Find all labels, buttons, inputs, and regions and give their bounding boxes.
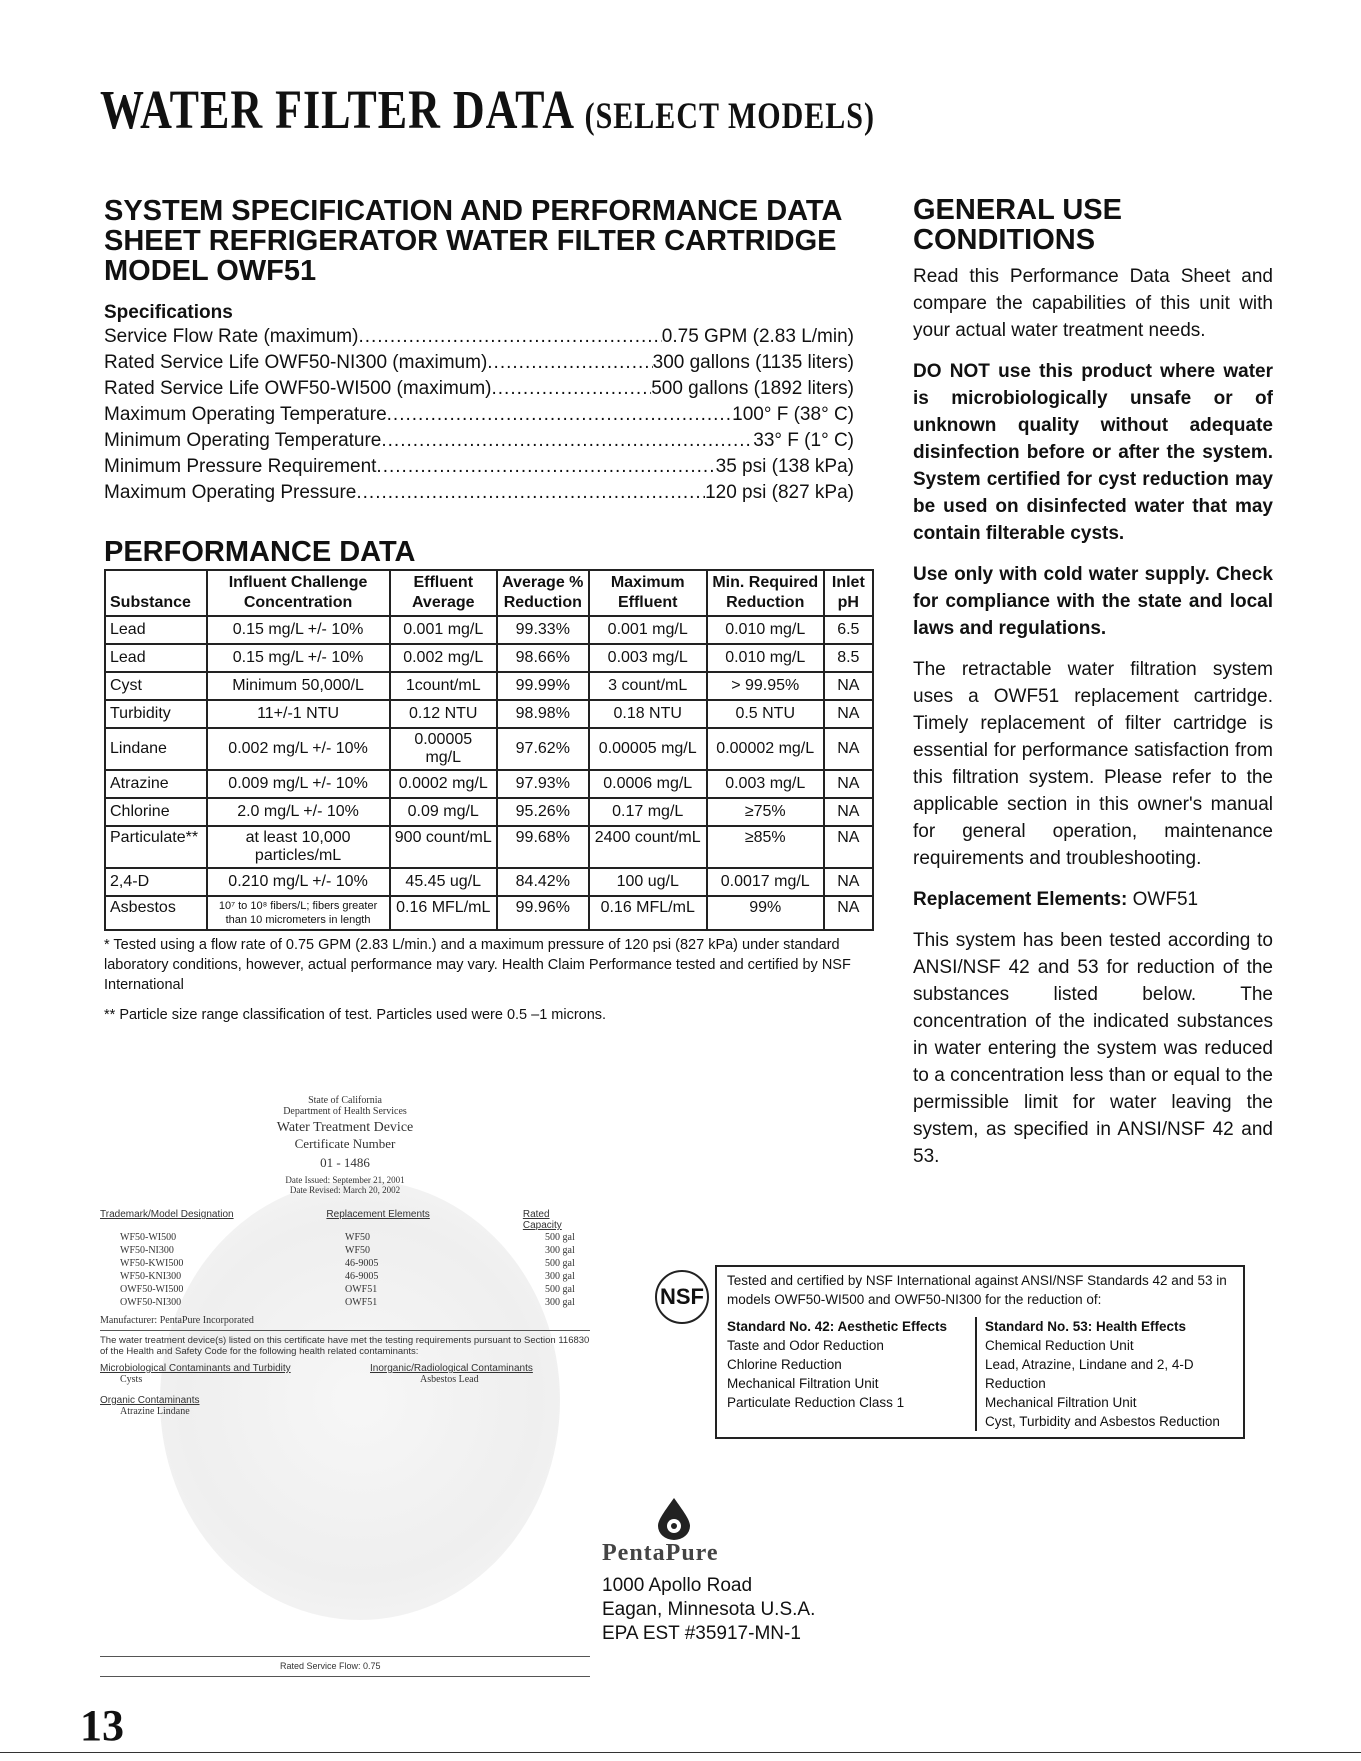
specifications-title: Specifications [104, 302, 233, 323]
cell: 3 count/mL [589, 672, 707, 700]
cell: 100 ug/L [589, 868, 707, 896]
cert-state: State of California [308, 1095, 382, 1106]
cell: 0.0017 mg/L [707, 868, 824, 896]
spec-value: 120 psi (827 kPa) [705, 482, 854, 503]
cert-cell: OWF50-NI300 [120, 1297, 182, 1308]
cell: 2400 count/mL [589, 826, 707, 868]
cert-row [100, 1244, 590, 1257]
cert-col-header: Replacement Elements [326, 1209, 430, 1220]
nsf-standard-53 [975, 1317, 1233, 1431]
cert-contaminant-items [100, 1374, 590, 1385]
cert-cell: OWF50-WI500 [120, 1284, 184, 1295]
spec-label: Service Flow Rate (maximum) [104, 326, 359, 347]
cell: 0.210 mg/L +/- 10% [207, 868, 390, 896]
cert-col-headers [100, 1209, 590, 1231]
table-row [105, 798, 873, 826]
spec-label: Minimum Operating Temperature [104, 430, 382, 451]
footnote-1: * Tested using a flow rate of 0.75 GPM (2.83 L/min.) and a maximum pressure of 120 psi (827 kPa) under standard laboratory conditions, however, actual performance may vary. Health Claim Performance tested and certified by NSF International [104, 937, 851, 993]
cell: 99.99% [497, 672, 589, 700]
cell: NA [824, 700, 873, 728]
cert-cell: OWF51 [345, 1297, 378, 1308]
cell: 8.5 [824, 644, 873, 672]
spec-value: 100° F (38° C) [732, 404, 854, 425]
cell: NA [824, 770, 873, 798]
cell: Cyst [105, 672, 207, 700]
cert-cell: OWF51 [345, 1284, 378, 1295]
cell: 0.09 mg/L [390, 798, 497, 826]
cell: 0.00002 mg/L [707, 728, 824, 770]
list-item: Chemical Reduction Unit [985, 1338, 1134, 1353]
leader-dots [358, 324, 661, 350]
cell: 0.003 mg/L [707, 770, 824, 798]
cert-date-revised: Date Revised: March 20, 2002 [289, 1185, 401, 1195]
spec-heading [104, 196, 874, 286]
col-header: Influent Challenge Concentration [207, 570, 390, 616]
cell: 0.15 mg/L +/- 10% [207, 644, 390, 672]
spec-list [104, 324, 854, 506]
cell: 0.0002 mg/L [390, 770, 497, 798]
table-row [105, 896, 873, 930]
cell: Minimum 50,000/L [207, 672, 390, 700]
list-item: Mechanical Filtration Unit [985, 1395, 1137, 1410]
cell: 97.62% [497, 728, 589, 770]
nsf-logo-text: NSF [660, 1284, 704, 1309]
col-header: Inlet pH [824, 570, 873, 616]
cert-row [100, 1283, 590, 1296]
cert-cell: 500 gal [545, 1258, 575, 1269]
cert-micro-title: Microbiological Contaminants and Turbidity [100, 1363, 291, 1374]
cert-number: 01 - 1486 [320, 1155, 370, 1170]
cert-cell: 46-9005 [345, 1258, 379, 1269]
cert-model-list [100, 1231, 590, 1309]
cell: 0.17 mg/L [589, 798, 707, 826]
cell: 1count/mL [390, 672, 497, 700]
cell: NA [824, 672, 873, 700]
nsf-certification-box [715, 1265, 1245, 1439]
performance-title: PERFORMANCE DATA [104, 536, 416, 568]
nsf-standard-42 [727, 1317, 975, 1431]
cert-cell: WF50-WI500 [120, 1232, 177, 1243]
cell: Turbidity [105, 700, 207, 728]
cell: 0.00005 mg/L [589, 728, 707, 770]
spec-value: 300 gallons (1135 liters) [652, 352, 854, 373]
spec-heading-line-3: MODEL OWF51 [104, 255, 317, 287]
cell: 6.5 [824, 616, 873, 644]
cell: 0.16 MFL/mL [390, 896, 497, 930]
cell: Lindane [105, 728, 207, 770]
footnote-2: ** Particle size range classification of test. Particles used were 0.5 –1 microns. [104, 1007, 607, 1023]
spec-label: Maximum Operating Temperature [104, 404, 387, 425]
cert-cell: 300 gal [545, 1271, 575, 1282]
spec-label: Rated Service Life OWF50-WI500 (maximum) [104, 378, 492, 399]
spec-heading-line-1: SYSTEM SPECIFICATION AND PERFORMANCE DATA [104, 195, 843, 227]
general-paragraph-5: This system has been tested according to ANSI/NSF 42 and 53 for reduction of the substances listed below. The concentration of the indicated substances in water entering the system was reduced to a concentration less than or equal to the permissible limit for water leaving the system, as specified in ANSI/NSF 42 and 53. [913, 930, 1273, 1167]
table-row [105, 770, 873, 798]
cert-footer: Rated Service Flow: 0.75 [280, 1661, 381, 1671]
spec-label: Rated Service Life OWF50-NI300 (maximum) [104, 352, 488, 373]
cell: ≥85% [707, 826, 824, 868]
cell: 2.0 mg/L +/- 10% [207, 798, 390, 826]
table-row [105, 700, 873, 728]
table-row [105, 644, 873, 672]
cell: 99.68% [497, 826, 589, 868]
cell: NA [824, 798, 873, 826]
cert-department: Department of Health Services [283, 1106, 407, 1117]
cell: 11+/-1 NTU [207, 700, 390, 728]
page-title [100, 78, 875, 142]
page-title-sub: (SELECT MODELS) [584, 95, 875, 137]
table-row [105, 616, 873, 644]
cell: Lead [105, 616, 207, 644]
cert-cell: WF50-KNI300 [120, 1271, 182, 1282]
cert-statement: The water treatment device(s) listed on this certificate have met the testing requirements pursuant to Section 116830 of the Health and Safety Code for the following health related contaminants: [100, 1335, 590, 1357]
pentapure-logo-text: PentaPure [602, 1540, 719, 1566]
table-row [105, 826, 873, 868]
spec-value: 500 gallons (1892 liters) [651, 378, 854, 399]
cell: 84.42% [497, 868, 589, 896]
cert-cell: WF50-KWI500 [120, 1258, 184, 1269]
cert-title: Water Treatment Device [276, 1120, 414, 1135]
spec-heading-line-2: SHEET REFRIGERATOR WATER FILTER CARTRIDGE [104, 225, 837, 257]
cell: 10⁷ to 10⁸ fibers/L; fibers greater than 10 micrometers in length [207, 896, 390, 930]
page-bottom-rule [0, 1752, 1361, 1753]
cell: 97.93% [497, 770, 589, 798]
cell: 99.96% [497, 896, 589, 930]
cell: 95.26% [497, 798, 589, 826]
replacement-elements [913, 886, 1273, 913]
cell: 2,4-D [105, 868, 207, 896]
list-item: Lead, Atrazine, Lindane and 2, 4-D Reduction [985, 1357, 1194, 1391]
list-item: Particulate Reduction Class 1 [727, 1395, 905, 1410]
cell: 0.5 NTU [707, 700, 824, 728]
cert-inorganic-items: Asbestos Lead [420, 1374, 479, 1385]
cert-row [100, 1231, 590, 1244]
cert-divider-2 [100, 1676, 590, 1677]
cert-organic-title: Organic Contaminants [100, 1395, 200, 1406]
leader-dots [381, 428, 753, 454]
cell: 0.16 MFL/mL [589, 896, 707, 930]
cell: 0.00005 mg/L [390, 728, 497, 770]
cert-col-header: Rated Capacity [522, 1209, 562, 1231]
cert-row [100, 1296, 590, 1309]
cell: 0.15 mg/L +/- 10% [207, 616, 390, 644]
leader-dots [487, 350, 652, 376]
spec-row [104, 428, 854, 454]
cell: NA [824, 728, 873, 770]
cell: > 99.95% [707, 672, 824, 700]
spec-row [104, 454, 854, 480]
california-certificate [100, 1095, 590, 1417]
address-line: Eagan, Minnesota U.S.A. [602, 1599, 816, 1620]
spec-section [104, 196, 874, 1025]
cell: 0.001 mg/L [589, 616, 707, 644]
col-header: Effluent Average [390, 570, 497, 616]
cell: 98.98% [497, 700, 589, 728]
cert-organic-items: Atrazine Lindane [120, 1406, 190, 1417]
cert-cell: WF50 [345, 1232, 370, 1243]
performance-table [104, 569, 874, 931]
leader-dots [376, 454, 715, 480]
cert-cell: 300 gal [545, 1245, 575, 1256]
general-use-title: GENERAL USE CONDITIONS [913, 194, 1122, 256]
cell: NA [824, 868, 873, 896]
cell: ≥75% [707, 798, 824, 826]
company-address [602, 1574, 815, 1646]
cert-cell: 300 gal [545, 1297, 575, 1308]
cell: 0.002 mg/L [390, 644, 497, 672]
cert-inorganic-title: Inorganic/Radiological Contaminants [370, 1363, 533, 1374]
list-item: Chlorine Reduction [727, 1357, 842, 1372]
col-header: Average % Reduction [497, 570, 589, 616]
cell: 99.33% [497, 616, 589, 644]
nsf-intro: Tested and certified by NSF International against ANSI/NSF Standards 42 and 53 in models OWF50-WI500 and OWF50-NI300 for the reduction of: [727, 1273, 1227, 1307]
spec-row [104, 350, 854, 376]
pentapure-drop-icon [654, 1496, 694, 1540]
cert-contaminant-headers [100, 1363, 590, 1374]
cell: 900 count/mL [390, 826, 497, 868]
cert-row [100, 1257, 590, 1270]
cell: 0.003 mg/L [589, 644, 707, 672]
cell: Particulate** [105, 826, 207, 868]
cert-cell: 500 gal [545, 1232, 575, 1243]
cell: 0.002 mg/L +/- 10% [207, 728, 390, 770]
cell: Atrazine [105, 770, 207, 798]
col-header: Min. Required Reduction [707, 570, 824, 616]
address-line: 1000 Apollo Road [602, 1575, 753, 1596]
general-paragraph-4: The retractable water filtration system uses a OWF51 replacement cartridge. Timely replacement of filter cartridge is essential for performance satisfaction from this filtration system. Please refer to the applicable section in this owner's manual for general operation, maintenance requirements and troubleshooting. [913, 659, 1273, 869]
address-line: EPA EST #35917-MN-1 [602, 1623, 801, 1644]
replacement-label: Replacement Elements: [913, 889, 1128, 910]
cell: 45.45 ug/L [390, 868, 497, 896]
cell: Lead [105, 644, 207, 672]
cell: 98.66% [497, 644, 589, 672]
leader-dots [356, 480, 705, 506]
table-row [105, 728, 873, 770]
cert-date-issued: Date Issued: September 21, 2001 [285, 1175, 405, 1185]
general-paragraph-1: Read this Performance Data Sheet and compare the capabilities of this unit with your actual water treatment needs. [913, 266, 1273, 341]
list-item: Taste and Odor Reduction [727, 1338, 884, 1353]
page-number: 13 [80, 1701, 124, 1750]
cert-cell: 500 gal [545, 1284, 575, 1295]
cert-manufacturer: Manufacturer: PentaPure Incorporated [100, 1315, 590, 1331]
std42-title: Standard No. 42: Aesthetic Effects [727, 1319, 948, 1334]
cell: 99% [707, 896, 824, 930]
table-row [105, 672, 873, 700]
page-title-main: WATER FILTER DATA [100, 79, 573, 141]
cell: 0.001 mg/L [390, 616, 497, 644]
spec-label: Maximum Operating Pressure [104, 482, 357, 503]
cell: 0.009 mg/L +/- 10% [207, 770, 390, 798]
cert-divider [100, 1656, 590, 1657]
spec-label: Minimum Pressure Requirement [104, 456, 377, 477]
cell: 0.18 NTU [589, 700, 707, 728]
cert-cell: WF50-NI300 [120, 1245, 174, 1256]
list-item: Cyst, Turbidity and Asbestos Reduction [985, 1414, 1220, 1429]
cell: Asbestos [105, 896, 207, 930]
cell: 0.0006 mg/L [589, 770, 707, 798]
cert-col-header: Trademark/Model Designation [100, 1209, 234, 1220]
spec-row [104, 402, 854, 428]
std53-title: Standard No. 53: Health Effects [985, 1319, 1187, 1334]
cert-number-label: Certificate Number [294, 1136, 396, 1151]
spec-row [104, 376, 854, 402]
general-warning: DO NOT use this product where water is microbiologically unsafe or of unknown quality without adequate disinfection before or after the system. System certified for cyst reduction may be used on disinfected water that may contain filterable cysts. [913, 361, 1273, 544]
cert-row [100, 1270, 590, 1283]
cert-cell: WF50 [345, 1245, 370, 1256]
col-header: Substance [105, 570, 207, 616]
leader-dots [492, 376, 652, 402]
spec-row [104, 480, 854, 506]
nsf-logo-icon [655, 1270, 709, 1324]
nsf-standards [727, 1317, 1233, 1431]
cell: Chlorine [105, 798, 207, 826]
spec-value: 0.75 GPM (2.83 L/min) [661, 326, 854, 347]
table-row [105, 868, 873, 896]
cell: NA [824, 826, 873, 868]
cell: 0.010 mg/L [707, 644, 824, 672]
spec-row [104, 324, 854, 350]
list-item: Mechanical Filtration Unit [727, 1376, 879, 1391]
leader-dots [387, 402, 732, 428]
cert-cell: 46-9005 [345, 1271, 379, 1282]
cell: 0.12 NTU [390, 700, 497, 728]
general-use-section [913, 195, 1273, 1184]
table-header-row [105, 570, 873, 616]
spec-value: 35 psi (138 kPa) [715, 456, 854, 477]
cert-micro-items: Cysts [120, 1374, 143, 1385]
cell: at least 10,000 particles/mL [207, 826, 390, 868]
spec-value: 33° F (1° C) [753, 430, 854, 451]
cell: 0.010 mg/L [707, 616, 824, 644]
general-cold-water: Use only with cold water supply. Check for compliance with the state and local laws and regulations. [913, 564, 1273, 639]
col-header: Maximum Effluent [589, 570, 707, 616]
cell: NA [824, 896, 873, 930]
replacement-value: OWF51 [1132, 889, 1199, 910]
